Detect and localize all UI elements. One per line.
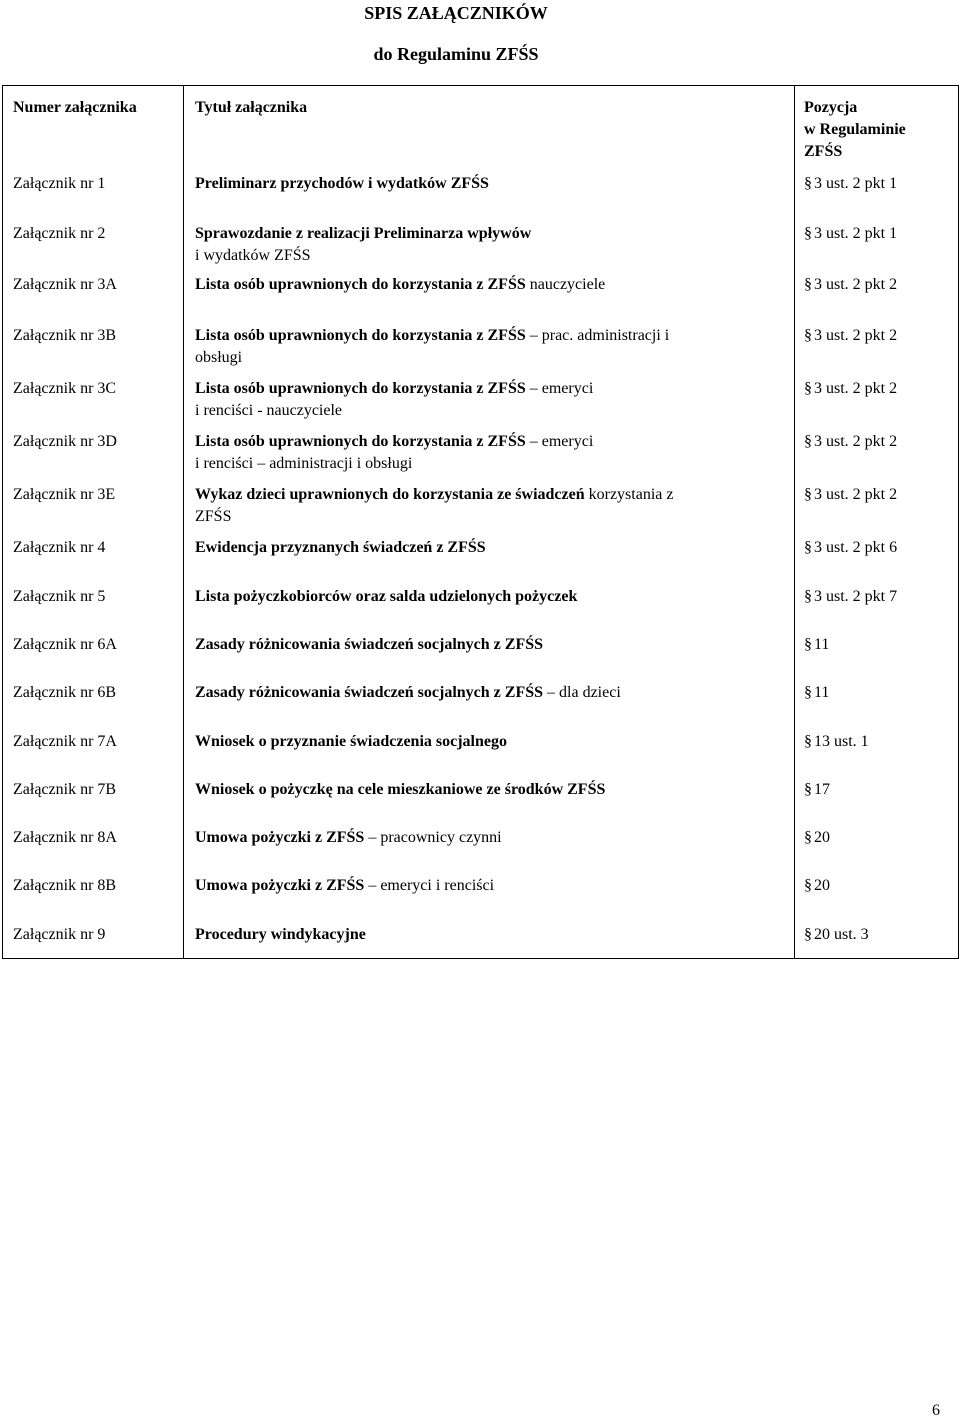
attachment-title-bold: Lista osób uprawnionych do korzystania z ZFŚS bbox=[195, 433, 526, 450]
attachment-number: Załącznik nr 2 bbox=[13, 225, 106, 242]
attachment-title bbox=[195, 634, 785, 656]
page-number: 6 bbox=[932, 1402, 940, 1419]
section-sign: § bbox=[804, 276, 812, 293]
attachment-number: Załącznik nr 3A bbox=[13, 276, 117, 293]
column-header-position: Pozycja w Regulaminie ZFŚS bbox=[804, 99, 906, 160]
attachment-title-bold: Wniosek o pożyczkę na cele mieszkaniowe ze środków ZFŚS bbox=[195, 781, 606, 798]
section-sign: § bbox=[804, 380, 812, 397]
attachment-number: Załącznik nr 7A bbox=[13, 733, 117, 750]
attachment-title bbox=[195, 431, 785, 475]
regulation-position bbox=[804, 431, 954, 453]
attachment-title bbox=[195, 731, 785, 753]
attachment-title-bold: Lista osób uprawnionych do korzystania z ZFŚS bbox=[195, 327, 526, 344]
section-sign: § bbox=[804, 877, 812, 894]
attachment-number: Załącznik nr 3C bbox=[13, 380, 117, 397]
attachment-number: Załącznik nr 4 bbox=[13, 539, 106, 556]
attachment-title-plain: – emeryci i renciści bbox=[364, 877, 495, 894]
position-value: 3 ust. 2 pkt 2 bbox=[814, 486, 898, 503]
attachment-title-bold: Preliminarz przychodów i wydatków ZFŚS bbox=[195, 175, 489, 192]
attachment-title-bold: Lista osób uprawnionych do korzystania z ZFŚS bbox=[195, 380, 526, 397]
section-sign: § bbox=[804, 926, 812, 943]
document-title: SPIS ZAŁĄCZNIKÓW bbox=[364, 3, 548, 23]
attachment-title-plain: korzystania z bbox=[584, 486, 674, 503]
attachment-number: Załącznik nr 8B bbox=[13, 877, 117, 894]
position-value: 20 ust. 3 bbox=[814, 926, 869, 943]
attachment-number: Załącznik nr 3E bbox=[13, 486, 116, 503]
attachment-number: Załącznik nr 6A bbox=[13, 636, 117, 653]
regulation-position bbox=[804, 484, 954, 506]
attachment-title bbox=[195, 779, 785, 801]
section-sign: § bbox=[804, 829, 812, 846]
position-value: 3 ust. 2 pkt 7 bbox=[814, 588, 898, 605]
position-value: 11 bbox=[814, 636, 830, 653]
attachment-title-bold: Wniosek o przyznanie świadczenia socjalnego bbox=[195, 733, 507, 750]
attachment-title-bold: Umowa pożyczki z ZFŚS bbox=[195, 877, 365, 894]
regulation-position bbox=[804, 223, 954, 245]
attachment-title-bold: Procedury windykacyjne bbox=[195, 926, 366, 943]
regulation-position bbox=[804, 682, 954, 704]
regulation-position bbox=[804, 173, 954, 195]
attachment-title bbox=[195, 924, 785, 946]
attachment-number: Załącznik nr 6B bbox=[13, 684, 117, 701]
attachment-title bbox=[195, 682, 785, 704]
regulation-position bbox=[804, 827, 954, 849]
attachment-title-plain: – dla dzieci bbox=[543, 684, 621, 701]
regulation-position bbox=[804, 779, 954, 801]
attachment-title-line2: i wydatków ZFŚS bbox=[195, 247, 311, 264]
position-value: 20 bbox=[814, 877, 830, 894]
section-sign: § bbox=[804, 433, 812, 450]
attachment-title-bold: Ewidencja przyznanych świadczeń z ZFŚS bbox=[195, 539, 486, 556]
section-sign: § bbox=[804, 781, 812, 798]
attachment-number: Załącznik nr 7B bbox=[13, 781, 117, 798]
section-sign: § bbox=[804, 636, 812, 653]
position-value: 3 ust. 2 pkt 2 bbox=[814, 433, 898, 450]
attachment-number: Załącznik nr 5 bbox=[13, 588, 106, 605]
column-divider bbox=[794, 85, 795, 959]
document-subtitle: do Regulaminu ZFŚS bbox=[373, 44, 539, 64]
attachment-title bbox=[195, 173, 785, 195]
attachment-title-plain: nauczyciele bbox=[525, 276, 606, 293]
attachment-number: Załącznik nr 9 bbox=[13, 926, 106, 943]
attachment-title-line2: i renciści - nauczyciele bbox=[195, 402, 343, 419]
attachment-title bbox=[195, 875, 785, 897]
section-sign: § bbox=[804, 684, 812, 701]
attachment-title-line2: obsługi bbox=[195, 349, 243, 366]
attachment-title-line2: ZFŚS bbox=[195, 508, 232, 525]
section-sign: § bbox=[804, 486, 812, 503]
attachment-title-bold: Zasady różnicowania świadczeń socjalnych z ZFŚS bbox=[195, 684, 544, 701]
section-sign: § bbox=[804, 733, 812, 750]
regulation-position bbox=[804, 586, 954, 608]
attachment-title bbox=[195, 537, 785, 559]
attachment-number: Załącznik nr 3B bbox=[13, 327, 117, 344]
position-value: 3 ust. 2 pkt 1 bbox=[814, 225, 898, 242]
attachment-title-bold: Lista pożyczkobiorców oraz salda udzielonych pożyczek bbox=[195, 588, 578, 605]
section-sign: § bbox=[804, 588, 812, 605]
position-value: 3 ust. 2 pkt 2 bbox=[814, 276, 898, 293]
attachment-title bbox=[195, 274, 785, 296]
attachment-title bbox=[195, 325, 785, 369]
regulation-position bbox=[804, 378, 954, 400]
section-sign: § bbox=[804, 175, 812, 192]
attachment-title-plain: – emeryci bbox=[525, 380, 594, 397]
regulation-position bbox=[804, 875, 954, 897]
column-divider bbox=[183, 85, 184, 959]
attachment-number: Załącznik nr 1 bbox=[13, 175, 106, 192]
regulation-position bbox=[804, 274, 954, 296]
attachment-title-line2: i renciści – administracji i obsługi bbox=[195, 455, 413, 472]
position-value: 13 ust. 1 bbox=[814, 733, 869, 750]
attachment-title-plain: – pracownicy czynni bbox=[364, 829, 502, 846]
column-header-title: Tytuł załącznika bbox=[195, 99, 308, 116]
position-value: 3 ust. 2 pkt 2 bbox=[814, 380, 898, 397]
position-value: 17 bbox=[814, 781, 830, 798]
regulation-position bbox=[804, 537, 954, 559]
regulation-position bbox=[804, 634, 954, 656]
section-sign: § bbox=[804, 327, 812, 344]
attachment-title bbox=[195, 586, 785, 608]
position-value: 3 ust. 2 pkt 6 bbox=[814, 539, 898, 556]
attachment-title bbox=[195, 484, 785, 528]
attachment-title-bold: Sprawozdanie z realizacji Preliminarza wpływów bbox=[195, 225, 532, 242]
attachment-title bbox=[195, 223, 785, 267]
attachment-number: Załącznik nr 3D bbox=[13, 433, 117, 450]
position-value: 20 bbox=[814, 829, 830, 846]
attachment-title-plain: – emeryci bbox=[525, 433, 594, 450]
attachment-title-bold: Lista osób uprawnionych do korzystania z ZFŚS bbox=[195, 276, 526, 293]
attachment-number: Załącznik nr 8A bbox=[13, 829, 117, 846]
position-value: 3 ust. 2 pkt 2 bbox=[814, 327, 898, 344]
attachment-title-plain: – prac. administracji i bbox=[525, 327, 670, 344]
regulation-position bbox=[804, 924, 954, 946]
attachment-title bbox=[195, 827, 785, 849]
regulation-position bbox=[804, 325, 954, 347]
attachment-title-bold: Zasady różnicowania świadczeń socjalnych z ZFŚS bbox=[195, 636, 544, 653]
position-value: 11 bbox=[814, 684, 830, 701]
column-header-number: Numer załącznika bbox=[13, 99, 137, 116]
attachment-title-bold: Umowa pożyczki z ZFŚS bbox=[195, 829, 365, 846]
attachment-title-bold: Wykaz dzieci uprawnionych do korzystania ze świadczeń bbox=[195, 486, 585, 503]
regulation-position bbox=[804, 731, 954, 753]
position-value: 3 ust. 2 pkt 1 bbox=[814, 175, 898, 192]
section-sign: § bbox=[804, 225, 812, 242]
attachment-title bbox=[195, 378, 785, 422]
section-sign: § bbox=[804, 539, 812, 556]
